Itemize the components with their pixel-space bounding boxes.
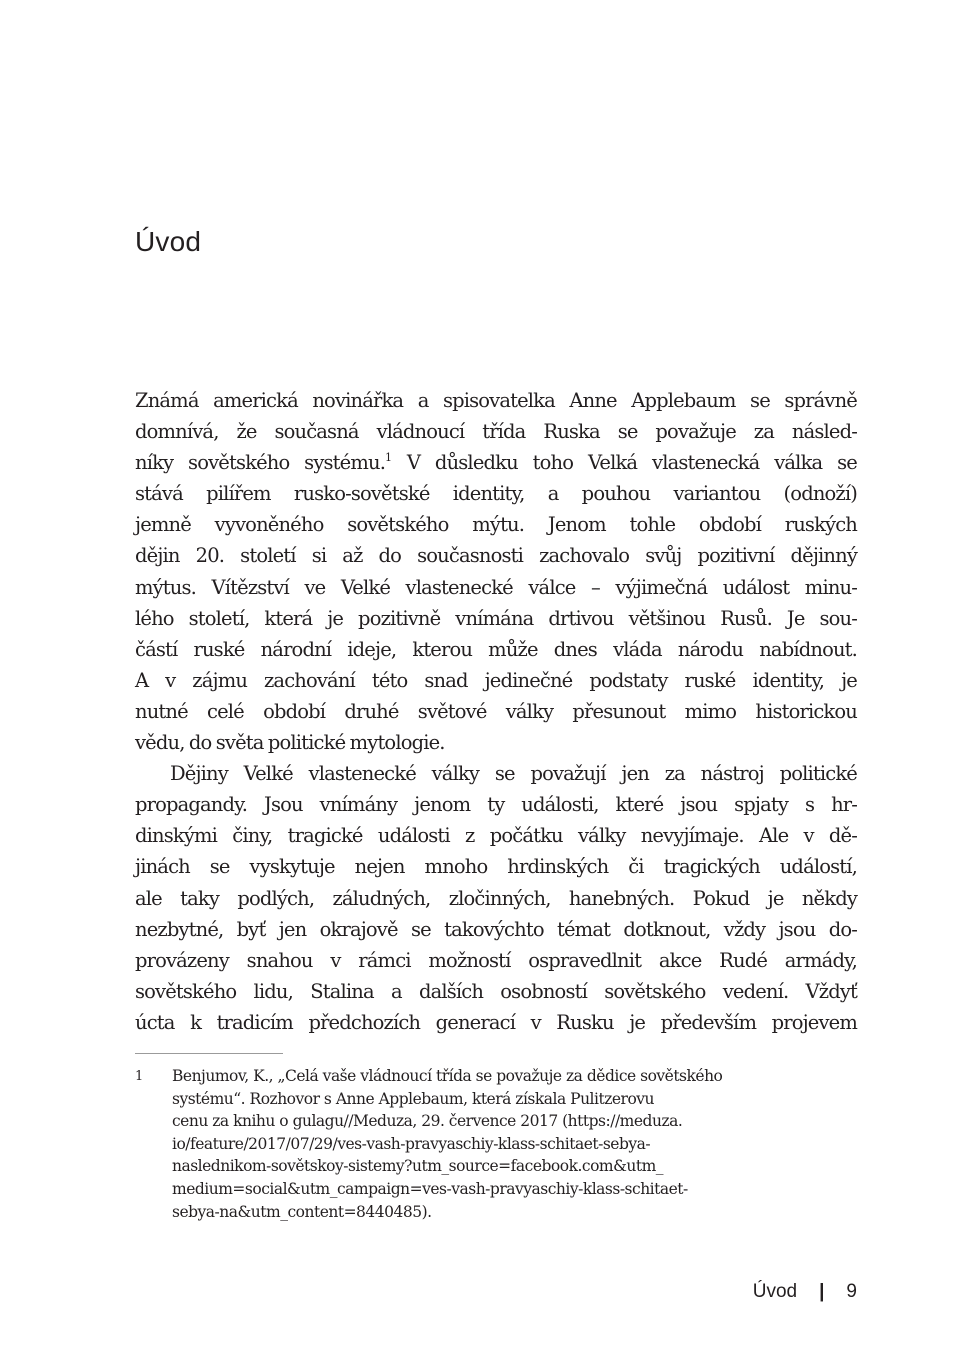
text-line-content: dějin 20. století si až do současnosti zachovalo svůj pozitivní dějinný <box>135 544 857 568</box>
text-line-content: vědu, do světa politické mytologie. <box>135 731 445 755</box>
text-line <box>135 945 857 976</box>
text-line-content: částí ruské národní ideje, kterou může dnes vláda národu nabídnout. <box>135 637 857 661</box>
footer-separator: | <box>819 1281 825 1302</box>
text-line <box>135 572 857 603</box>
footnote-line: io/feature/2017/07/29/ves-vash-pravyaschiy-klass-schitaet-sebya- <box>172 1134 651 1153</box>
text-line-content: Dějiny Velké vlastenecké války se považují jen za nástroj politické <box>170 762 857 786</box>
footnote-line: naslednikom-sovětskoy-sistemy?utm_source=facebook.com&utm_ <box>172 1157 664 1176</box>
text-line <box>135 416 857 447</box>
body-text <box>135 385 857 1038</box>
text-line <box>135 634 857 665</box>
text-line <box>135 758 857 789</box>
footer-section-title: Úvod <box>752 1281 798 1302</box>
text-line-content: Známá americká novinářka a spisovatelka Anne Applebaum se správně <box>135 389 857 412</box>
text-line-content: jinách se vyskytuje nejen mnoho hrdinských či tragických událostí, <box>135 855 857 879</box>
text-line-content: V důsledku toho Velká vlastenecká válka se <box>392 451 857 475</box>
footnote-reference[interactable]: 1 <box>385 451 393 465</box>
text-line <box>135 696 857 727</box>
text-line <box>135 603 857 634</box>
text-line-content: propagandy. Jsou vnímány jenom ty události, které jsou spjaty s hr- <box>135 793 857 817</box>
chapter-title: Úvod <box>135 226 202 257</box>
page-number: 9 <box>846 1281 857 1302</box>
footnote-line: medium=social&utm_campaign=ves-vash-pravyaschiy-klass-schitaet- <box>172 1179 688 1198</box>
text-line-content: nezbytné, byť jen okrajově se takovýchto témat dotknout, vždy jsou do- <box>135 917 857 941</box>
text-line <box>135 478 857 509</box>
text-line <box>135 789 857 820</box>
text-line-content: stává pilířem rusko-sovětské identity, a pouhou variantou (odnoží) <box>135 482 857 506</box>
footnote-line: cenu za knihu o gulagu//Meduza, 29. července 2017 (https://meduza. <box>172 1112 683 1131</box>
text-line <box>135 976 857 1007</box>
text-line-content: A v zájmu zachování této snad jedinečné podstaty ruské identity, je <box>135 668 857 692</box>
text-line <box>135 540 857 571</box>
running-footer <box>753 1279 857 1305</box>
text-line <box>135 820 857 851</box>
text-line-content: sovětského lidu, Stalina a dalších osobností sovětského vedení. Vždyť <box>135 979 857 1003</box>
text-line <box>135 385 857 416</box>
footnote-text <box>172 1065 857 1223</box>
text-line-content: dinskými činy, tragické události z počátku války nevyjímaje. Ale v dě- <box>135 824 857 848</box>
footnote-line: sebya-na&utm_content=8440485). <box>172 1202 432 1221</box>
text-line-content: úcta k tradicím předchozích generací v Rusku je především projevem <box>135 1010 857 1034</box>
text-line <box>135 665 857 696</box>
footnote-line: systému“. Rozhovor s Anne Applebaum, která získala Pulitzerovu <box>172 1089 655 1108</box>
footnote-line: Benjumov, K., „Celá vaše vládnoucí třída se považuje za dědice sovětského <box>172 1067 723 1085</box>
text-line <box>135 851 857 882</box>
text-line <box>135 1007 857 1038</box>
text-line <box>135 447 857 478</box>
text-line <box>135 883 857 914</box>
footnote-rule <box>135 1053 283 1054</box>
text-line <box>135 914 857 945</box>
text-line-content: domnívá, že současná vládnoucí třída Ruska se považuje za násled- <box>135 420 857 444</box>
text-line-content: lého století, která je pozitivně vnímána drtivou většinou Rusů. Je sou- <box>135 606 857 630</box>
text-line-content: provázeny snahou v rámci možností ospravedlnit akce Rudé armády, <box>135 948 857 972</box>
text-line-content: nutné celé období druhé světové války přesunout mimo historickou <box>135 699 857 723</box>
footnote-number: 1 <box>135 1069 144 1084</box>
text-line-content: jemně vyvoněného sovětského mýtu. Jenom tohle období ruských <box>135 513 857 537</box>
text-line-content: níky sovětského systému. <box>135 451 386 475</box>
text-line-content: ale taky podlých, záludných, zločinných, hanebných. Pokud je někdy <box>135 886 857 910</box>
text-line <box>135 509 857 540</box>
text-line <box>135 727 857 758</box>
text-line-content: mýtus. Vítězství ve Velké vlastenecké válce – výjimečná událost minu- <box>135 575 857 599</box>
